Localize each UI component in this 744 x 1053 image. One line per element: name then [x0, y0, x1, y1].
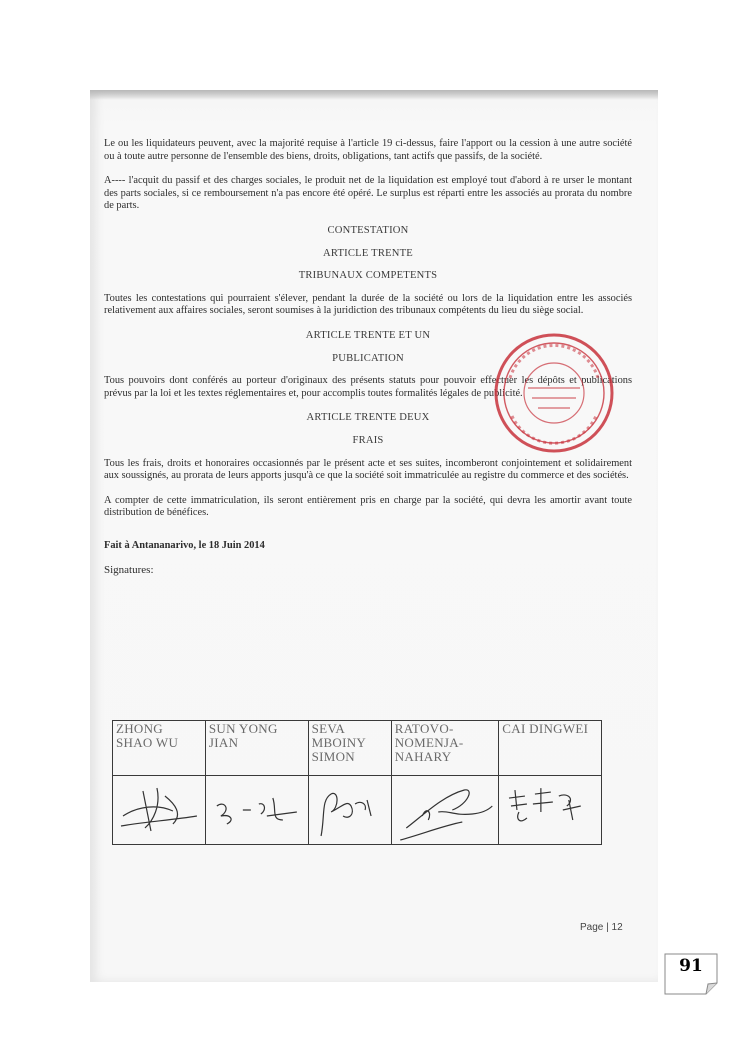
- handwritten-signature: [499, 776, 601, 844]
- signatory-name: SEVA MBOINY SIMON: [308, 721, 391, 776]
- handwritten-signature: [206, 776, 308, 844]
- paragraph-immatriculation: A compter de cette immatriculation, ils seront entièrement pris en charge par la société, qui devra les amortir avant toute distribution de bénéfices.: [104, 494, 632, 519]
- heading-tribunaux: TRIBUNAUX COMPETENTS: [298, 270, 438, 282]
- signatures-label: Signatures:: [104, 564, 154, 577]
- scanned-page: [90, 90, 658, 982]
- signatures-table: [112, 720, 602, 845]
- heading-frais: FRAIS: [352, 434, 384, 446]
- heading-article-thirty-one: ARTICLE TRENTE ET UN: [305, 329, 431, 341]
- signature-cell: [499, 776, 602, 845]
- fait-a-line: Fait à Antananarivo, le 18 Juin 2014: [104, 539, 265, 551]
- signatory-names-row: [113, 721, 602, 776]
- paragraph-contestations: Toutes les contestations qui pourraient s'élever, pendant la durée de la société ou lors de la liquidation entre les associés relativement aux affaires sociales, seront soumises à la juridiction des tribunaux compétents du lieu du siège social.: [104, 292, 632, 317]
- signature-cell: [205, 776, 308, 845]
- page-number-label: Page | 12: [580, 922, 623, 933]
- scan-top-shadow: [90, 90, 658, 100]
- handwritten-signature: [113, 776, 205, 844]
- heading-publication: PUBLICATION: [332, 352, 404, 364]
- handwritten-signature: [309, 776, 391, 844]
- handwritten-signature: [392, 776, 499, 844]
- page-badge-number: 91: [679, 956, 703, 976]
- heading-article-thirty-two: ARTICLE TRENTE DEUX: [306, 412, 430, 424]
- signature-cell: [391, 776, 499, 845]
- official-stamp: [488, 328, 620, 458]
- signature-cell: [113, 776, 206, 845]
- heading-contestation: CONTESTATION: [327, 224, 409, 236]
- paragraph-frais: Tous les frais, droits et honoraires occasionnés par le présent acte et ses suites, incomberont conjointement et solidairement aux soussignés, au prorata de leurs apports jusqu'à ce que la société soit immatriculée au registre du commerce et des sociétés.: [104, 457, 632, 482]
- paragraph-pouvoirs: Tous pouvoirs dont conférés au porteur d'originaux des présents statuts pour pouvoir effectuer les dépôts et publications prévus par la loi et les textes réglementaires et, pour accomplis toutes formalités légales de publicité.: [104, 375, 632, 399]
- heading-article-thirty: ARTICLE TRENTE: [323, 247, 413, 259]
- signatory-name: CAI DINGWEI: [499, 721, 602, 776]
- signatures-row: [113, 776, 602, 845]
- signatory-name: SUN YONG JIAN: [205, 721, 308, 776]
- signatory-name: RATOVO-NOMENJA-NAHARY: [391, 721, 499, 776]
- signatory-name: ZHONG SHAO WU: [113, 721, 206, 776]
- paragraph-liquidators: Le ou les liquidateurs peuvent, avec la majorité requise à l'article 19 ci-dessus, faire l'apport ou la cession à une autre société ou à toute autre personne de l'ensemble des biens, droits, obligations, tant actifs que passifs, de la société.: [104, 138, 632, 162]
- paragraph-after-liquidation: A---- l'acquit du passif et des charges sociales, le produit net de la liquidation est employé tout d'abord à re urser le montant des parts sociales, si ce remboursement n'a pas encore été opéré. Le surplus est réparti entre les associés au prorata du nombre de parts.: [104, 175, 632, 212]
- signature-cell: [308, 776, 391, 845]
